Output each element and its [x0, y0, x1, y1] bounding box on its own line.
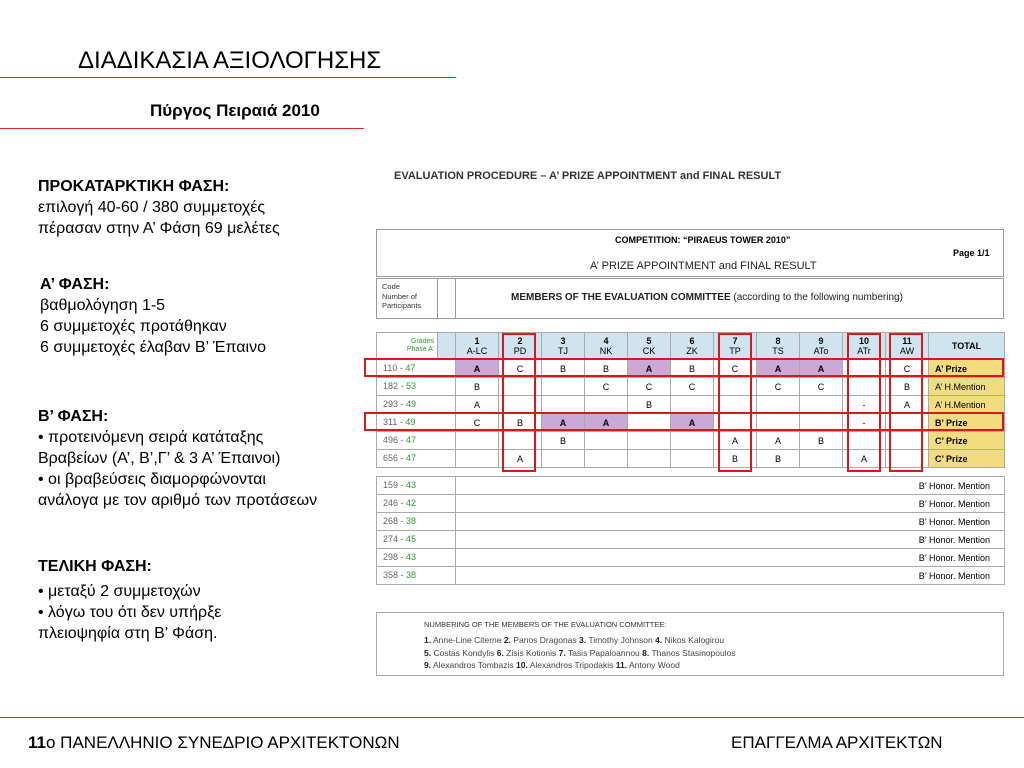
vote-cell: A [585, 414, 628, 432]
mention-label: B’ Honor. Mention [456, 477, 1005, 495]
participant-code [377, 567, 456, 585]
code-label-line: Number of [382, 291, 418, 301]
vote-cell [542, 450, 585, 468]
total-cell: A’ H.Mention [929, 378, 1005, 396]
member-number: 11 [902, 336, 912, 346]
vote-cell [671, 396, 714, 414]
vote-cell: B [499, 414, 542, 432]
member-abbr: ATo [813, 346, 829, 356]
member-number: 7 [732, 336, 738, 346]
vote-cell: A [714, 432, 757, 450]
code-number: 293 [383, 398, 399, 409]
vote-cell: B [800, 432, 843, 450]
footer-left-sup: ο [45, 733, 56, 752]
code-number: 358 [383, 569, 399, 580]
code-dash: - [398, 479, 407, 490]
member-name: Thanos Stasinopoulos [649, 648, 736, 658]
participant-code [377, 396, 456, 414]
code-dash: - [398, 497, 407, 508]
mention-label: B’ Honor. Mention [456, 513, 1005, 531]
code-dash: - [398, 434, 407, 445]
member-name: Anne-Line Citerne [431, 635, 504, 645]
participant-code [377, 549, 456, 567]
vote-cell: A [456, 360, 499, 378]
member-name: Tasis Papaioannou [565, 648, 643, 658]
phase-line: ανάλογα με τον αριθμό των προτάσεων [38, 492, 318, 509]
member-number: 1 [474, 336, 480, 346]
vote-cell: C [714, 360, 757, 378]
grade-value: 47 [406, 452, 417, 463]
member-name: Timothy Johnson [586, 635, 656, 645]
competition-label: COMPETITION: “PIRAEUS TOWER 2010” [615, 235, 791, 245]
code-number: 656 [383, 452, 399, 463]
grades-label-line: Grades [411, 338, 434, 345]
code-number: 298 [383, 551, 399, 562]
mention-label: B’ Honor. Mention [456, 495, 1005, 513]
phase-preliminary [38, 176, 280, 239]
phase-heading: ΠΡΟΚΑΤΑΡΚΤΙΚΗ ΦΑΣΗ: [38, 178, 230, 195]
vote-cell: C [886, 360, 929, 378]
vote-cell [800, 450, 843, 468]
footer-left-num: 11 [28, 733, 46, 752]
grade-value: 47 [406, 434, 417, 445]
code-dash: - [398, 533, 407, 544]
member-name: Costas Kondylis [431, 648, 497, 658]
code-dash: - [398, 452, 407, 463]
member-index: 6. [496, 648, 504, 658]
participant-code [377, 450, 456, 468]
phase-a [40, 274, 266, 358]
mention-row [377, 549, 1005, 567]
slide-subtitle: Πύργος Πειραιά 2010 [150, 101, 320, 120]
highlight-col-11 [889, 333, 923, 472]
vote-cell: B [542, 432, 585, 450]
member-number: 5 [646, 336, 652, 346]
phase-line: Βραβείων (Α’, Β’,Γ’ & 3 Α’ Έπαινοι) [38, 450, 281, 467]
member-name: Nikos Kalogirou [662, 635, 725, 645]
footer-left-text: ΠΑΝΕΛΛΗΝΙΟ ΣΥΝΕΔΡΙΟ ΑΡΧΙΤΕΚΤΟΝΩΝ [55, 733, 400, 752]
member-name: Zisis Kotionis [503, 648, 559, 658]
vote-cell: A [800, 360, 843, 378]
grade-value: 43 [406, 479, 417, 490]
participant-code [377, 531, 456, 549]
vote-cell: A [499, 450, 542, 468]
member-index: 1. [424, 635, 432, 645]
mention-row [377, 567, 1005, 585]
member-index: 9. [424, 660, 432, 670]
footer-left [28, 733, 400, 753]
vote-cell: B [456, 378, 499, 396]
code-dash: - [398, 569, 407, 580]
member-name: Alexandros Tombazis [431, 660, 516, 670]
phase-line: 6 συμμετοχές έλαβαν Β’ Έπαινο [40, 339, 266, 356]
vote-cell: C [456, 414, 499, 432]
vote-cell [456, 432, 499, 450]
member-number: 3 [560, 336, 566, 346]
vote-cell [585, 432, 628, 450]
vote-cell [585, 450, 628, 468]
vote-cell [628, 450, 671, 468]
code-dash: - [397, 362, 406, 373]
code-dash: - [398, 551, 407, 562]
phase-final [38, 556, 221, 644]
phase-heading: Α’ ΦΑΣΗ: [40, 276, 110, 293]
member-number: 10 [858, 336, 869, 346]
code-dash: - [398, 398, 407, 409]
vote-cell [757, 396, 800, 414]
member-column-header [628, 333, 671, 360]
phase-line: • μεταξύ 2 συμμετοχών [38, 583, 201, 600]
appointment-label: A’ PRIZE APPOINTMENT and FINAL RESULT [590, 260, 817, 272]
total-cell: C’ Prize [929, 432, 1005, 450]
vote-cell: A [843, 450, 886, 468]
code-number: 274 [383, 533, 399, 544]
phase-line: βαθμολόγηση 1-5 [40, 297, 166, 314]
subtitle-underline [0, 128, 364, 129]
member-index: 7. [558, 648, 566, 658]
grades-label-line: Phase A’ [406, 346, 434, 353]
code-dash: - [397, 416, 406, 427]
total-cell: A’ H.Mention [929, 396, 1005, 414]
member-name: Antony Wood [627, 660, 680, 670]
divider [455, 278, 456, 319]
grades-header [377, 333, 438, 360]
grade-value: 47 [405, 362, 416, 373]
divider [437, 278, 438, 319]
slide-title: ΔΙΑΔΙΚΑΣΙΑ ΑΞΙΟΛΟΓΗΣΗΣ [78, 47, 382, 74]
footer-line [0, 717, 1024, 718]
member-index: 11. [615, 660, 628, 670]
member-column-header [542, 333, 585, 360]
vote-cell: A [456, 396, 499, 414]
vote-cell: B [886, 378, 929, 396]
member-abbr: NK [599, 346, 613, 356]
member-index: 2. [503, 635, 511, 645]
vote-cell: A [757, 432, 800, 450]
grade-value: 49 [405, 416, 416, 427]
vote-cell: C [628, 378, 671, 396]
phase-b [38, 406, 317, 511]
numbering-title: NUMBERING OF THE MEMBERS OF THE EVALUATION COMMITTEE: [424, 620, 667, 629]
participant-code [377, 432, 456, 450]
code-label-line: Participants [382, 301, 422, 310]
code-number: 182 [383, 380, 399, 391]
members-heading-bold: MEMBERS OF THE EVALUATION COMMITTEE [511, 292, 731, 303]
mention-row [377, 495, 1005, 513]
vote-cell: A [757, 360, 800, 378]
member-abbr: TP [729, 346, 741, 356]
member-column-header [800, 333, 843, 360]
grade-value: 42 [406, 497, 417, 508]
vote-cell: B [542, 360, 585, 378]
member-column-header [585, 333, 628, 360]
code-number: 496 [383, 434, 399, 445]
phase-line: • προτεινόμενη σειρά κατάταξης [38, 429, 264, 446]
vote-cell: - [843, 414, 886, 432]
numbering-line [424, 648, 736, 658]
vote-cell [542, 378, 585, 396]
code-label-line: Code [382, 282, 400, 291]
member-abbr: TS [772, 346, 784, 356]
members-heading [511, 292, 903, 303]
highlight-col-2 [502, 333, 536, 472]
member-number: 2 [517, 336, 523, 346]
code-dash: - [398, 515, 407, 526]
numbering-line [424, 635, 724, 645]
mention-label: B’ Honor. Mention [456, 531, 1005, 549]
member-abbr: PD [513, 346, 527, 356]
code-number: 311 [383, 416, 398, 427]
participant-code [377, 477, 456, 495]
vote-cell: B [757, 450, 800, 468]
member-abbr: ZK [686, 346, 698, 356]
vote-cell: A [886, 396, 929, 414]
member-column-header [671, 333, 714, 360]
highlight-col-10 [847, 333, 881, 472]
member-name: Alexandros Tripodakis [527, 660, 616, 670]
phase-line: επιλογή 40-60 / 380 συμμετοχές [38, 199, 266, 216]
vote-cell: B [714, 450, 757, 468]
phase-heading: ΤΕΛΙΚΗ ΦΑΣΗ: [38, 558, 152, 575]
vote-cell: A [628, 360, 671, 378]
member-abbr: ATr [857, 346, 871, 356]
phase-line: • οι βραβεύσεις διαμορφώνονται [38, 471, 266, 488]
participant-code [377, 513, 456, 531]
vote-cell: B [585, 360, 628, 378]
phase-line: πέρασαν στην Α’ Φάση 69 μελέτες [38, 220, 280, 237]
code-number: 110 [383, 362, 398, 373]
phase-heading: Β’ ΦΑΣΗ: [38, 408, 109, 425]
mention-label: B’ Honor. Mention [456, 549, 1005, 567]
member-number: 9 [818, 336, 824, 346]
mention-row [377, 477, 1005, 495]
member-index: 8. [642, 648, 650, 658]
member-name: Panos Dragonas [510, 635, 580, 645]
grade-value: 45 [406, 533, 417, 544]
total-cell: C’ Prize [929, 450, 1005, 468]
member-number: 4 [603, 336, 609, 346]
vote-cell: B [671, 360, 714, 378]
member-index: 4. [655, 635, 663, 645]
mention-row [377, 513, 1005, 531]
highlight-col-7 [718, 333, 752, 472]
page-label: Page 1/1 [953, 248, 990, 258]
vote-cell: C [800, 378, 843, 396]
member-number: 8 [775, 336, 781, 346]
member-abbr: A-LC [466, 346, 488, 356]
participant-code [377, 495, 456, 513]
vote-cell: A [671, 414, 714, 432]
member-abbr: AW [899, 346, 915, 356]
code-dash: - [398, 380, 407, 391]
vote-cell [671, 450, 714, 468]
participant-code [377, 378, 456, 396]
vote-cell [542, 396, 585, 414]
vote-cell [671, 432, 714, 450]
member-abbr: CK [642, 346, 656, 356]
total-cell: A’ Prize [929, 360, 1005, 378]
member-abbr: TJ [558, 346, 568, 356]
vote-cell: C [499, 360, 542, 378]
code-number: 159 [383, 479, 399, 490]
code-number: 246 [383, 497, 399, 508]
total-cell: B’ Prize [929, 414, 1005, 432]
vote-cell [585, 396, 628, 414]
mention-label: B’ Honor. Mention [456, 567, 1005, 585]
document-title: EVALUATION PROCEDURE – A’ PRIZE APPOINTMENT and FINAL RESULT [394, 170, 782, 182]
vote-cell [628, 432, 671, 450]
grade-value: 49 [406, 398, 417, 409]
header-blank [438, 333, 456, 360]
vote-cell: A [542, 414, 585, 432]
total-header: TOTAL [929, 333, 1005, 360]
grade-value: 43 [406, 551, 417, 562]
vote-cell: C [757, 378, 800, 396]
code-label [382, 282, 421, 311]
vote-cell: C [671, 378, 714, 396]
mention-row [377, 531, 1005, 549]
member-column-header [757, 333, 800, 360]
title-underline [0, 77, 456, 78]
member-index: 3. [579, 635, 587, 645]
vote-cell [456, 450, 499, 468]
grade-value: 38 [406, 515, 417, 526]
numbering-line [424, 660, 680, 670]
member-index: 5. [424, 648, 432, 658]
vote-cell: - [843, 396, 886, 414]
members-heading-rest: (according to the following numbering) [730, 292, 903, 303]
vote-cell: B [628, 396, 671, 414]
grade-value: 38 [406, 569, 417, 580]
vote-cell: C [585, 378, 628, 396]
footer-right: ΕΠΑΓΓΕΛΜΑ ΑΡΧΙΤΕΚΤΩΝ [731, 733, 943, 752]
member-number: 6 [689, 336, 695, 346]
phase-line: 6 συμμετοχές προτάθηκαν [40, 318, 227, 335]
phase-line: • λόγω του ότι δεν υπήρξε [38, 604, 222, 621]
code-number: 268 [383, 515, 399, 526]
grade-value: 53 [406, 380, 417, 391]
phase-line: πλειοψηφία στη Β’ Φάση. [38, 625, 218, 642]
member-index: 10. [515, 660, 528, 670]
member-column-header [456, 333, 499, 360]
vote-cell [800, 396, 843, 414]
